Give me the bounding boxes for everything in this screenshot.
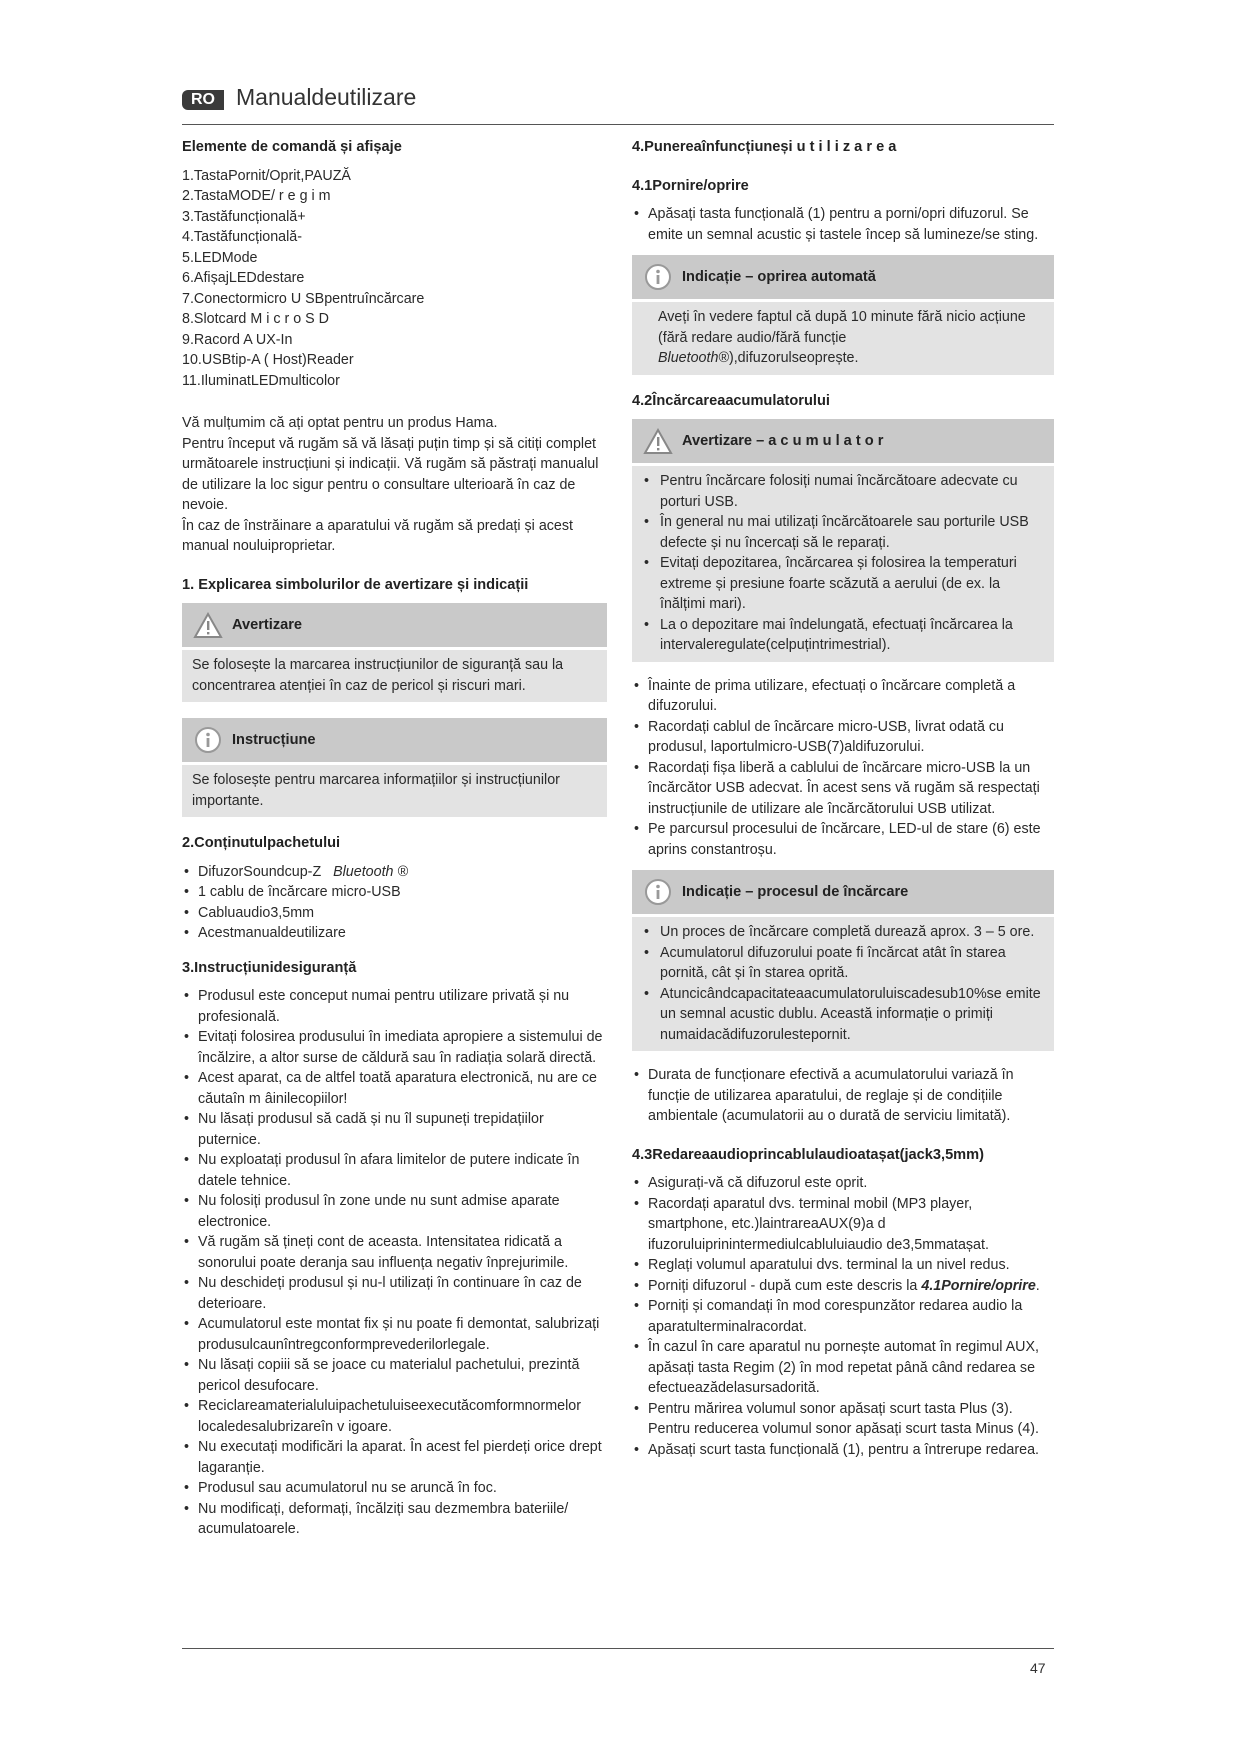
list-item: • Vă rugăm să țineți cont de aceasta. Intensitatea ridicată a sonorului poate deranja sau influența negativ înprejurimile. xyxy=(182,1232,607,1273)
audio-playback-list xyxy=(632,1173,1054,1460)
battery-warning-list xyxy=(642,471,1044,656)
page-number: 47 xyxy=(1030,1660,1046,1676)
list-item: • Apăsați scurt tasta funcțională (1), pentru a întrerupe redarea. xyxy=(632,1440,1054,1461)
language-badge: RO xyxy=(182,90,224,110)
charging-info-list xyxy=(642,922,1044,1045)
section-1-title: 1. Explicarea simbolurilor de avertizare și indicații xyxy=(182,576,529,593)
info-box-body: Se folosește pentru marcarea informațiilor și instrucțiunilor importante. xyxy=(182,765,607,817)
intro-paragraph: Vă mulțumim că ați optat pentru un produs Hama. xyxy=(182,415,498,431)
list-item: 1.TastaPornit/Oprit,PAUZĂ xyxy=(182,167,351,184)
info-box xyxy=(182,718,607,817)
warning-box xyxy=(182,603,607,702)
list-item: • Nu deschideți produsul și nu-l utilizați în continuare în caz de deterioare. xyxy=(182,1273,607,1314)
intro-paragraph: Pentru început vă rugăm să vă lăsați puțin timp și să citiți complet următoarele instrucțiuni și indicații. Vă rugăm să păstrați manualul de utilizare la loc sigur pentru o consultare ulterioară în caz de nevoie. xyxy=(182,435,599,513)
list-item-text: DifuzorSoundcup-Z xyxy=(198,863,322,880)
charging-info-body xyxy=(632,917,1054,1051)
section-4-title: 4.Punereaînfuncțiuneși u t i l i z a r e a xyxy=(632,139,897,155)
list-item: 6.AfișajLEDdestare xyxy=(182,270,305,286)
list-item: • Evitați depozitarea, încărcarea și folosirea la temperaturi extreme și presiune foarte scăzută a aerului (de ex. la înălțimi mari). xyxy=(642,553,1044,615)
section-reference: 4.1Pornire/oprire xyxy=(921,1277,1036,1294)
info-icon xyxy=(642,876,674,908)
list-item: 5.LEDMode xyxy=(182,249,258,266)
warning-triangle-icon xyxy=(192,609,224,641)
list-item-text: . xyxy=(1035,1277,1040,1294)
list-item: • Atuncicândcapacitateaacumulatoruluiscadesub10%se emite un semnal acustic dublu. Această informație o primiți numaidacădifuzorulestepornit. xyxy=(642,984,1044,1046)
list-item: • Cabluaudio3,5mm xyxy=(182,903,607,924)
list-item: • Racordați fișa liberă a cablului de încărcare micro-USB la un încărcător USB adecvat. În acest sens vă rugăm să respectați instrucțiunile de utilizare ale încărcătorului USB utilizat. xyxy=(632,758,1054,820)
list-item: • Acumulatorul este montat fix și nu poate fi demontat, salubrizați produsulcaunîntregconformprevederilorlegale. xyxy=(182,1314,607,1355)
list-item: • Înainte de prima utilizare, efectuați o încărcare completă a difuzorului. xyxy=(632,676,1054,717)
list-item: • Nu lăsați produsul să cadă și nu îl supuneți trepidațiilor puternice. xyxy=(182,1109,607,1150)
auto-off-info-body xyxy=(632,302,1054,375)
list-item: • Asigurați-vă că difuzorul este oprit. xyxy=(632,1173,1054,1194)
list-item xyxy=(632,1276,1054,1297)
charging-info-box xyxy=(632,870,1054,1051)
list-item: • Acumulatorul difuzorului poate fi încărcat atât în starea pornită, cât și în starea oprită. xyxy=(642,943,1044,984)
controls-list xyxy=(182,166,607,392)
package-contents-list xyxy=(182,862,607,944)
charging-info-title: Indicație – procesul de încărcare xyxy=(682,883,909,900)
warning-box-title: Avertizare xyxy=(232,616,303,633)
list-item: • Nu executați modificări la aparat. În acest fel pierdeți orice drept lagaranție. xyxy=(182,1437,607,1478)
info-box-title: Instrucțiune xyxy=(232,731,316,748)
list-item: • În general nu mai utilizați încărcătoarele sau porturile USB defecte și nu încercați să le reparați. xyxy=(642,512,1044,553)
controls-title: Elemente de comandă și afișaje xyxy=(182,139,402,155)
list-item: • Pe parcursul procesului de încărcare, LED-ul de stare (6) este aprins constantroșu. xyxy=(632,819,1054,860)
left-column xyxy=(182,137,607,1540)
list-item: • Nu modificați, deformați, încălziți sau dezmembra bateriile/ acumulatoarele. xyxy=(182,1499,607,1540)
body-text: Aveți în vedere faptul că după 10 minute fără nicio acțiune (fără redare audio/fără funcție xyxy=(658,309,1026,346)
list-item: • Acest aparat, ca de altfel toată aparatura electronică, nu are ce căutaîn m âinilecopiilor! xyxy=(182,1068,607,1109)
section-2-title: 2.Conținutulpachetului xyxy=(182,835,341,851)
page-header xyxy=(182,84,1054,125)
info-icon xyxy=(192,724,224,756)
list-item: • Pentru mărirea volumul sonor apăsați scurt tasta Plus (3). Pentru reducerea volumul sonor apăsați scurt tasta Minus (4). xyxy=(632,1399,1054,1440)
list-item: 2.TastaMODE/ r e g i m xyxy=(182,188,331,204)
auto-off-info-box xyxy=(632,255,1054,375)
list-item: • Produsul este conceput numai pentru utilizare privată și nu profesională. xyxy=(182,986,607,1027)
warning-box-body: Se folosește la marcarea instrucțiunilor de siguranță sau la concentrarea atenției în caz de pericol și riscuri mari. xyxy=(182,650,607,702)
list-item xyxy=(182,862,607,883)
list-item: • Racordați aparatul dvs. terminal mobil (MP3 player, smartphone, etc.)laintrareaAUX(9)a d ifuzoruluiprinintermediulcabluluiaudio de3,5mmatașat. xyxy=(632,1194,1054,1256)
list-item: • Reglați volumul aparatului dvs. terminal la un nivel redus. xyxy=(632,1255,1054,1276)
list-item: • Pentru încărcare folosiți numai încărcătoare adecvate cu porturi USB. xyxy=(642,471,1044,512)
document-title: Manualdeutilizare xyxy=(236,84,417,110)
section-3-title: 3.Instrucțiunidesiguranță xyxy=(182,959,357,976)
warning-box-header xyxy=(182,603,607,647)
section-4-1-title: 4.1Pornire/oprire xyxy=(632,177,749,194)
list-item: • Nu folosiți produsul în zone unde nu sunt admise aparate electronice. xyxy=(182,1191,607,1232)
info-box-header xyxy=(182,718,607,762)
list-item: • 1 cablu de încărcare micro-USB xyxy=(182,882,607,903)
auto-off-info-header xyxy=(632,255,1054,299)
charging-info-header xyxy=(632,870,1054,914)
info-icon xyxy=(642,261,674,293)
list-item: • Durata de funcționare efectivă a acumulatorului variază în funcție de utilizarea aparatului, de reglaje și de condițiile ambientale (acumulatorii au o durată de serviciu limitată). xyxy=(632,1065,1054,1127)
right-column xyxy=(632,137,1054,1460)
list-item: 3.Tastăfuncțională+ xyxy=(182,208,306,225)
list-item: • Nu lăsați copiii să se joace cu materialul pachetului, prezintă pericol desufocare. xyxy=(182,1355,607,1396)
list-item: • Un proces de încărcare completă durează aprox. 3 – 5 ore. xyxy=(642,922,1044,943)
list-item: 4.Tastăfuncțională- xyxy=(182,229,303,245)
section-4-3-title: 4.3Redareaaudioprincablulaudioatașat(jack3,5mm) xyxy=(632,1146,984,1163)
list-item: • Nu exploatați produsul în afara limitelor de putere indicate în datele tehnice. xyxy=(182,1150,607,1191)
intro-paragraph: În caz de înstrăinare a aparatului vă rugăm să predați și acest manual nouluiproprietar. xyxy=(182,517,573,554)
list-item: • În cazul în care aparatul nu pornește automat în regimul AUX, apăsați tasta Regim (2) în mod repetat până când redarea se efectueazădelasursadorită. xyxy=(632,1337,1054,1399)
list-item: • Evitați folosirea produsului în imediata apropiere a sistemului de încălzire, a altor surse de căldură sau în radiația solară directă. xyxy=(182,1027,607,1068)
body-text: ),difuzorulseoprește. xyxy=(728,350,859,366)
list-item: 7.Conectormicro U SBpentruîncărcare xyxy=(182,290,425,307)
charging-steps-list xyxy=(632,676,1054,861)
brand-text: Bluetooth ® xyxy=(333,863,409,880)
auto-off-info-title: Indicație – oprirea automată xyxy=(682,268,876,285)
list-item: • La o depozitare mai îndelungată, efectuați încărcarea la intervaleregulate(celpuțintrimestrial). xyxy=(642,615,1044,656)
list-item: • Acestmanualdeutilizare xyxy=(182,923,607,944)
list-item: 10.USBtip-A ( Host)Reader xyxy=(182,352,354,368)
list-item: 11.IluminatLEDmulticolor xyxy=(182,372,340,389)
warning-triangle-icon xyxy=(642,425,674,457)
list-item: 8.Slotcard M i c r o S D xyxy=(182,311,329,327)
section-4-2-title: 4.2Încărcareaacumulatorului xyxy=(632,392,830,409)
list-item: • Porniți și comandați în mod corespunzător redarea audio la aparatulterminalracordat. xyxy=(632,1296,1054,1337)
battery-warning-body xyxy=(632,466,1054,662)
list-item: • Apăsați tasta funcțională (1) pentru a porni/opri difuzorul. Se emite un semnal acustic și tastele încep să lumineze/se sting. xyxy=(632,204,1054,245)
battery-warning-title: Avertizare – a c u m u l a t o r xyxy=(682,432,884,449)
power-list xyxy=(632,204,1054,245)
footer-divider xyxy=(182,1648,1054,1649)
list-item: • Produsul sau acumulatorul nu se aruncă în foc. xyxy=(182,1478,607,1499)
brand-text: Bluetooth® xyxy=(658,350,729,366)
safety-list xyxy=(182,986,607,1540)
list-item: 9.Racord A UX-In xyxy=(182,331,293,348)
list-item-text: Porniți difuzorul - după cum este descris la xyxy=(648,1277,918,1294)
battery-warning-header xyxy=(632,419,1054,463)
duration-list xyxy=(632,1065,1054,1127)
battery-warning-box xyxy=(632,419,1054,662)
list-item: • Reciclareamaterialuluipachetuluiseexecutăcomformnormelor localedesalubrizareîn v igoare. xyxy=(182,1396,607,1437)
list-item: • Racordați cablul de încărcare micro-USB, livrat odată cu produsul, laportulmicro-USB(7)aldifuzorului. xyxy=(632,717,1054,758)
